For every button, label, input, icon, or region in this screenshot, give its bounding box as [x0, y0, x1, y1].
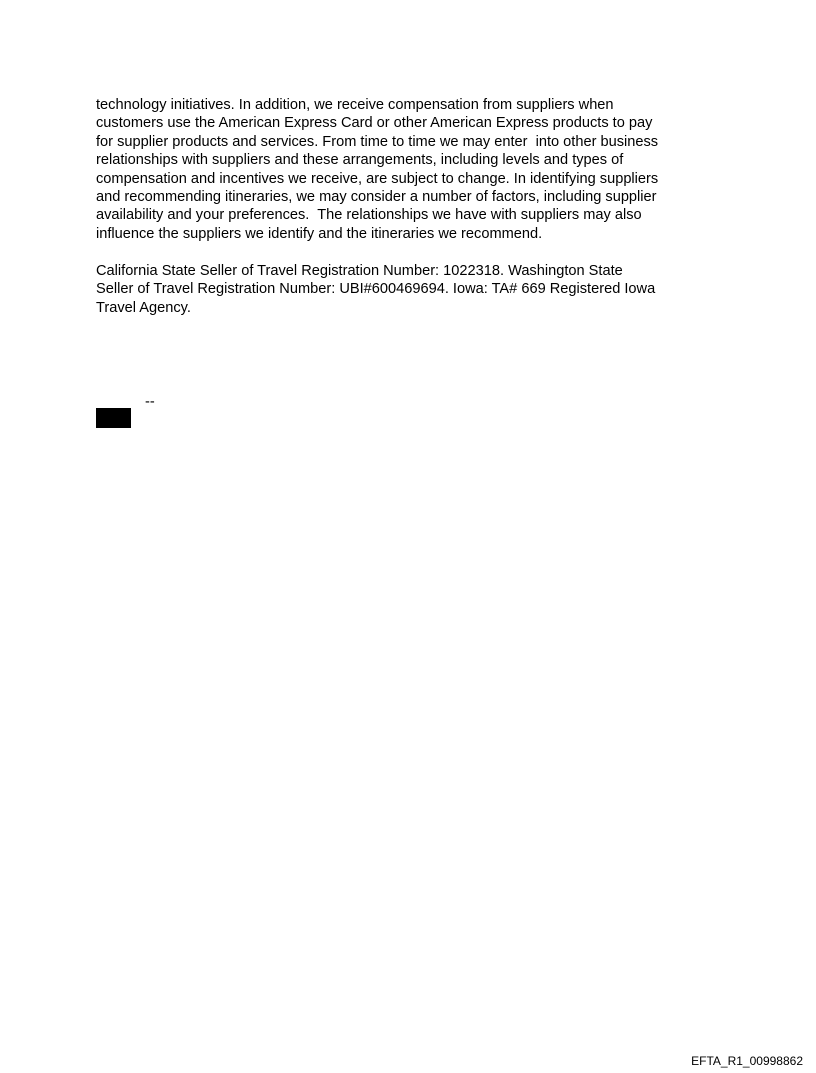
text-line: and recommending itineraries, we may consider a number of factors, including supplier	[96, 189, 657, 206]
text-line: California State Seller of Travel Registration Number: 1022318. Washington State	[96, 263, 623, 279]
text-line: Seller of Travel Registration Number: UBI#600469694. Iowa: TA# 669 Registered Iowa	[96, 281, 656, 298]
text-line: for supplier products and services. From time to time we may enter into other business	[96, 133, 659, 150]
text-line: relationships with suppliers and these arrangements, including levels and types of	[96, 152, 624, 169]
signature-separator: --	[145, 394, 155, 410]
redaction-box	[96, 408, 131, 428]
text-line: customers use the American Express Card or other American Express products to pay	[96, 115, 653, 132]
text-line: Travel Agency.	[96, 299, 191, 316]
text-line: availability and your preferences. The relationships we have with suppliers may also	[96, 207, 642, 224]
text-line: compensation and incentives we receive, are subject to change. In identifying suppliers	[96, 170, 659, 187]
bates-number: EFTA_R1_00998862	[691, 1054, 803, 1068]
text-line: technology initiatives. In addition, we receive compensation from suppliers when	[96, 97, 614, 113]
disclosure-paragraph	[96, 96, 658, 243]
text-line: influence the suppliers we identify and the itineraries we recommend.	[96, 225, 543, 242]
registration-paragraph	[96, 262, 655, 317]
